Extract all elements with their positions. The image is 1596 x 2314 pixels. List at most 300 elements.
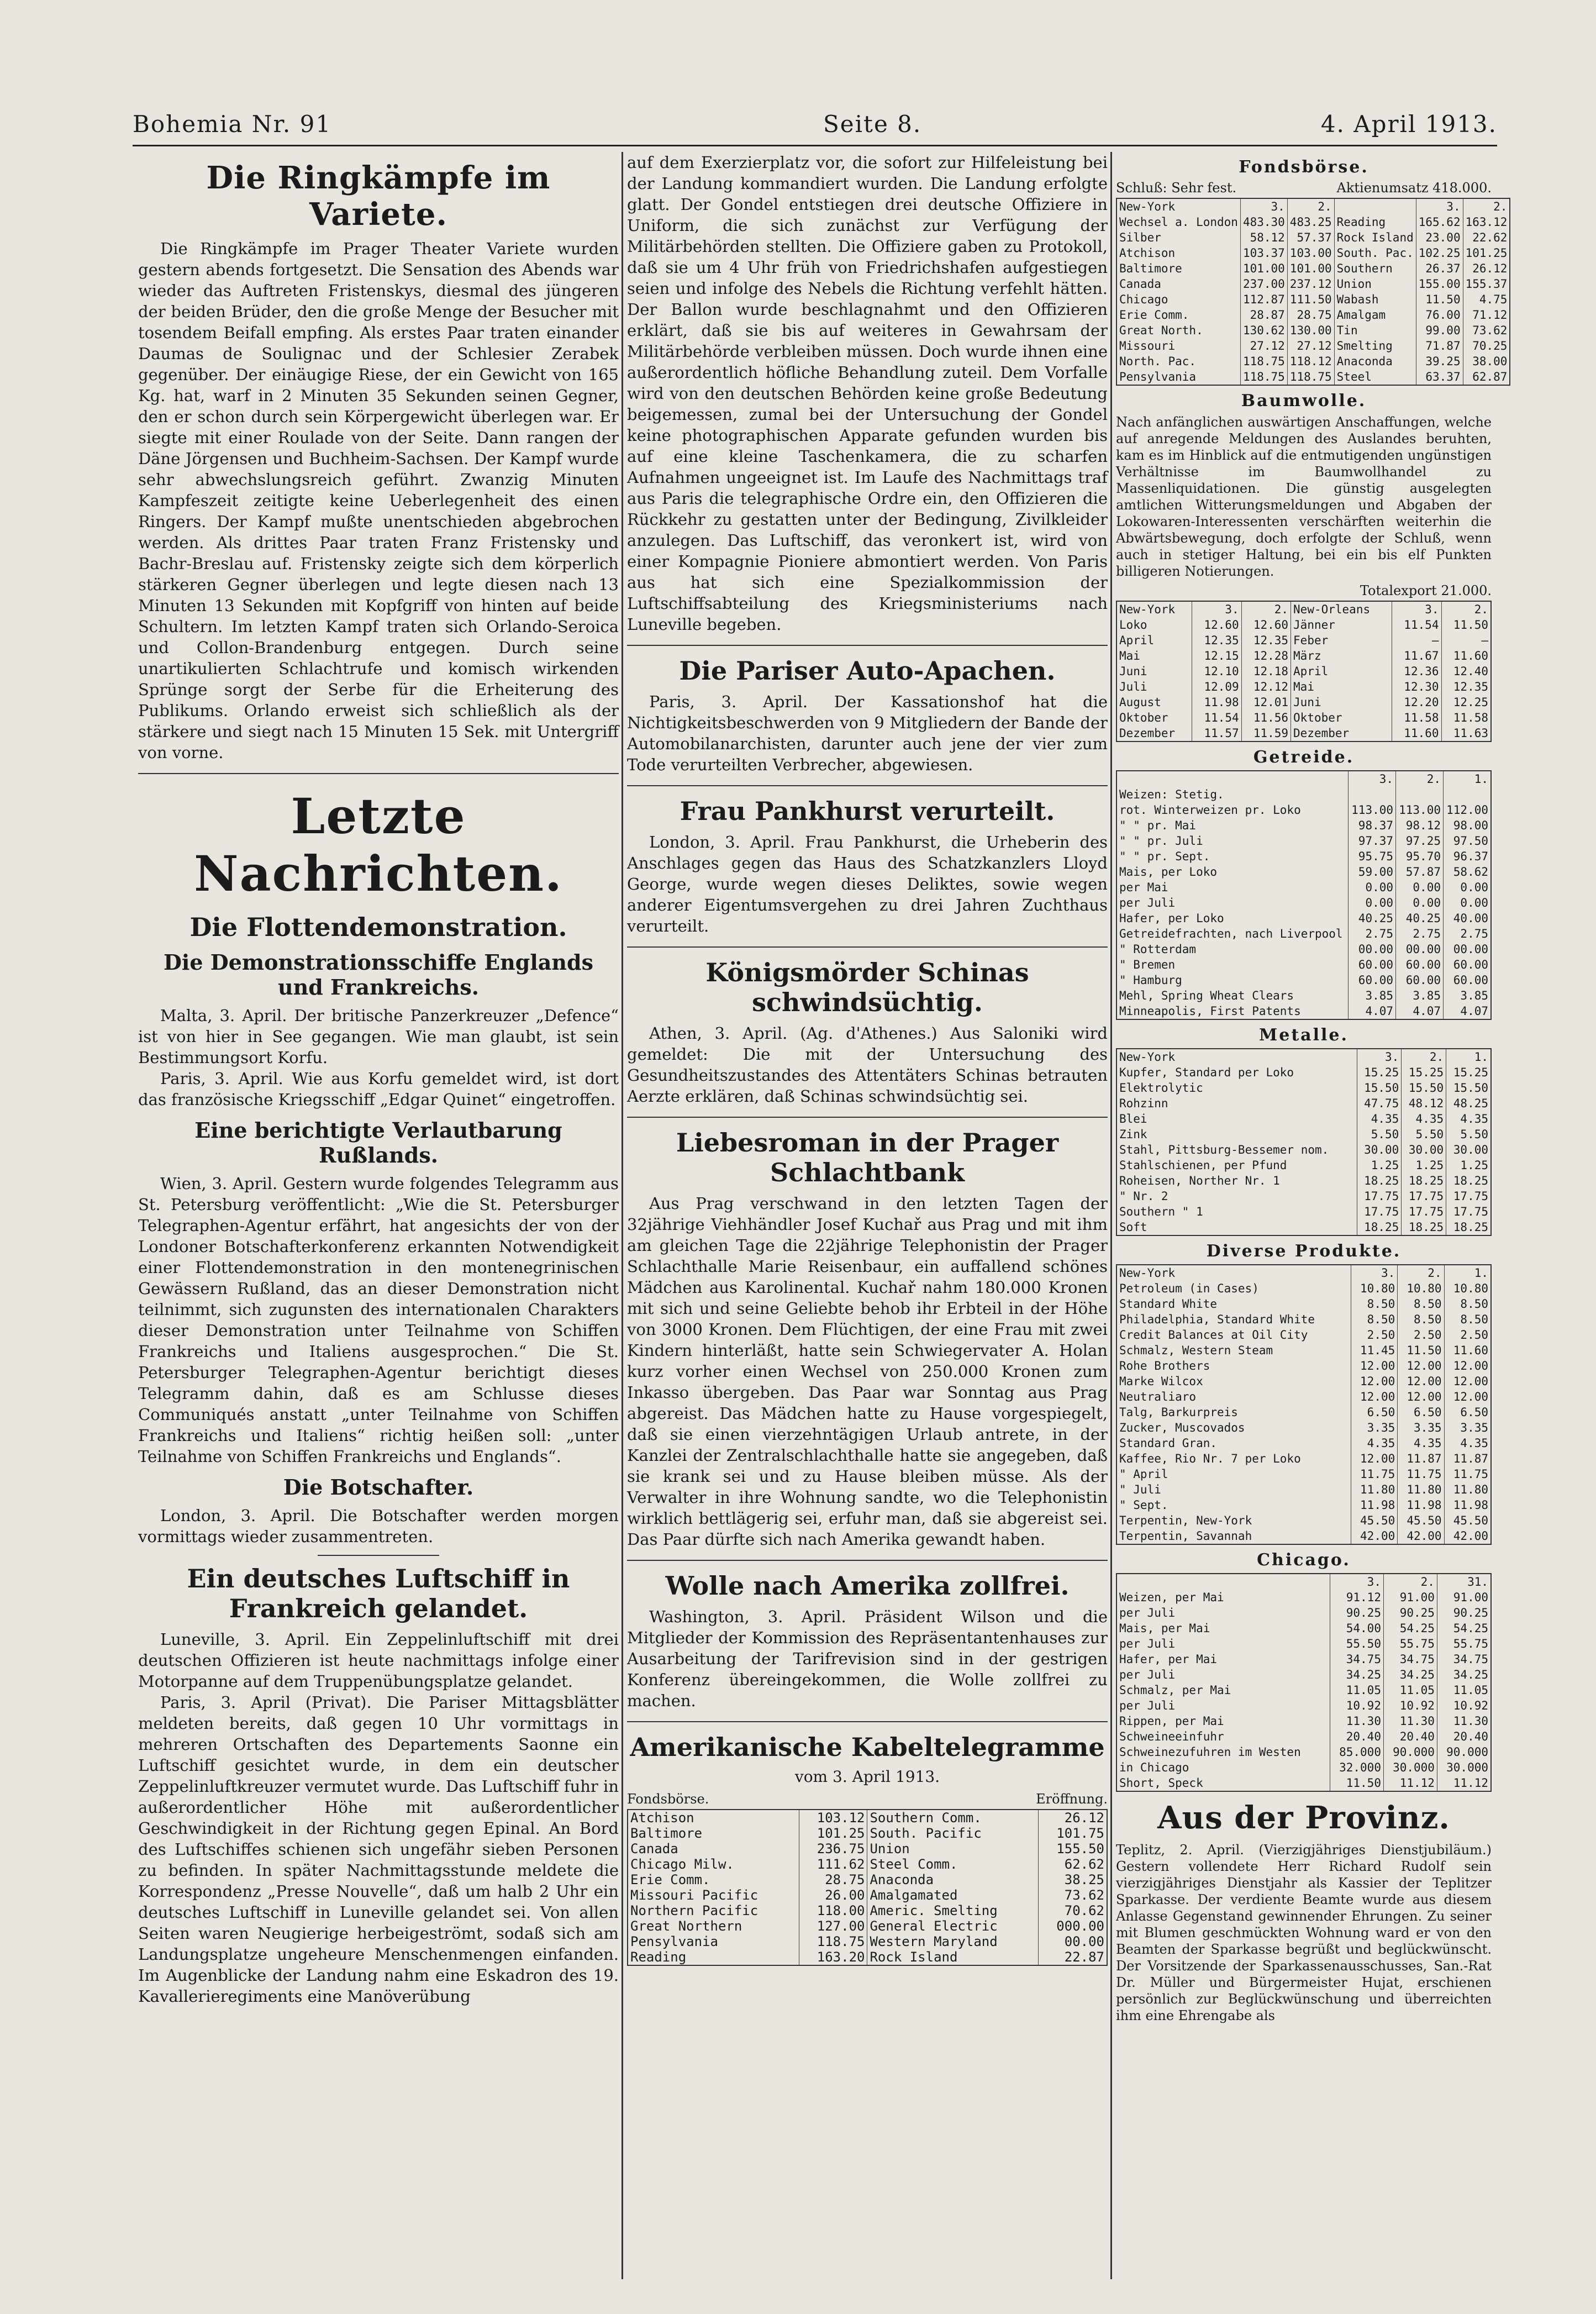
table-cell: 6.50: [1444, 1405, 1491, 1420]
table-row: [1116, 1003, 1491, 1019]
table-row: [628, 1857, 1107, 1872]
table-cell: 236.75: [799, 1841, 867, 1857]
table-cell: 11.05: [1330, 1682, 1384, 1698]
cables-left-label: Fondsbörse.: [627, 1791, 709, 1807]
table-cell: 112.00: [1443, 802, 1491, 818]
table-cell: Union: [867, 1841, 1039, 1857]
table-cell: 10.92: [1383, 1698, 1437, 1713]
table-cell: 62.87: [1463, 369, 1510, 385]
table-cell: Dezember: [1291, 725, 1392, 741]
table-cell: 18.25: [1402, 1219, 1446, 1235]
table-cell: 11.56: [1241, 710, 1291, 725]
table-cell: " Rotterdam: [1119, 943, 1197, 956]
table-cell: 26.00: [799, 1887, 867, 1903]
table-cell: 45.50: [1444, 1513, 1491, 1528]
article-body-correction: Wien, 3. April. Gestern wurde folgendes Telegramm aus St. Petersburg veröffentlicht: „Wie die St. Petersburger Telegraphen-Agentur erfährt, hat angesichts der von der Londoner Botschafterkonferenz erkannten Notwendigkeit einer Flottendemonstration in den montenegrinischen Gewässern Rußland, das an dieser Demonstration nicht teilnimmt, sich zugunsten des internationalen Charakters dieser Demonstration unter Teilnahme von Schiffen Frankreichs und Italiens ausgesprochen.“ Die St. Petersburger Telegraphen-Agentur berichtigt dieses Telegramm dahin, daß es am Schlusse dieses Communiqués anstatt „unter Teilnahme von Schiffen Frankreichs und Italiens“ richtig heißen soll: „unter Teilnahme von Schiffen Frankreichs und Englands“.: [138, 1174, 619, 1466]
table-cell: Missouri Pacific: [630, 1887, 759, 1903]
table-cell: 60.00: [1396, 972, 1444, 988]
article-body-pankhurst: London, 3. April. Frau Pankhurst, die Urheberin des Anschlages gegen das Haus des Schatzkanzlers Lloyd George, wurde wegen dieses Deliktes, sowie wegen anderer Eigentumsvergehen zu drei Jahren Zuchthaus verurteilt.: [627, 833, 1108, 935]
table-cell: 11.75: [1398, 1466, 1444, 1482]
table-cell: 28.75: [799, 1872, 867, 1887]
table-row: [1116, 679, 1491, 695]
table-cell: Talg, Barkurpreis: [1119, 1406, 1238, 1419]
table-cell: 12.01: [1241, 695, 1291, 710]
table-cell: 3.35: [1351, 1420, 1397, 1435]
table-cell: 15.25: [1446, 1065, 1491, 1080]
table-cell: 12.00: [1398, 1358, 1444, 1374]
section-title-cotton: Baumwolle.: [1241, 391, 1367, 411]
table-row: [1116, 1343, 1491, 1358]
table-row: [1116, 1158, 1491, 1173]
table-row: [1116, 1621, 1491, 1636]
table-row: [1116, 864, 1491, 880]
table-cell: Juni: [1291, 695, 1392, 710]
table-row: [1116, 338, 1510, 354]
table-cell: 5.50: [1402, 1127, 1446, 1142]
table-row: [1116, 725, 1491, 741]
table-cell: 12.25: [1441, 695, 1491, 710]
table-cell: Mais, per Mai: [1119, 1622, 1210, 1635]
table-row: [1116, 1713, 1491, 1729]
chicago-table: [1116, 1573, 1492, 1792]
table-cell: 11.45: [1351, 1343, 1397, 1358]
table-cell: 11.05: [1437, 1682, 1491, 1698]
table-row: [628, 1887, 1107, 1903]
table-cell: 18.25: [1446, 1173, 1491, 1188]
table-cell: 4.75: [1463, 292, 1510, 307]
divider: [627, 1560, 1108, 1561]
table-cell: Mai: [1291, 679, 1392, 695]
province-article: Teplitz, 2. April. (Vierzigjähriges Dienstjubiläum.) Gestern vollendete Herr Richard Rudolf sein vierzigjähriges Dienstjahr als Kassier der Teplitzer Sparkasse. Der verdiente Beamte wurde aus diesem Anlasse Gegenstand gewinnender Ehrungen. Zu seiner mit Blumen geschmückten Wohnung ward er von den Beamten der Sparkasse begrüßt und beglückwünscht. Der Vorsitzende der Sparkassenausschusses, San.-Rat Dr. Müller und Bürgermeister Hujat, erschienen persönlich zur Beglückwünschung und überreichten ihm eine Ehrengabe als: [1116, 1842, 1492, 2023]
table-cell: Terpentin, New-York: [1119, 1514, 1252, 1527]
table-cell: 97.25: [1396, 833, 1444, 849]
table-cell: 102.25: [1416, 245, 1463, 261]
table-cell: Rippen, per Mai: [1119, 1715, 1224, 1728]
table-cell: 12.40: [1441, 664, 1491, 679]
column-rule-1: [621, 152, 623, 2279]
table-cell: Union: [1334, 276, 1416, 292]
table-row: [1116, 307, 1510, 323]
table-cell: 11.98: [1444, 1497, 1491, 1513]
table-cell: 12.28: [1241, 648, 1291, 664]
table-cell: 11.54: [1192, 710, 1241, 725]
table-header: 2.: [1287, 198, 1334, 214]
table-cell: 11.30: [1437, 1713, 1491, 1729]
table-cell: " Juli: [1119, 1483, 1161, 1496]
table-cell: 30.000: [1383, 1760, 1437, 1775]
table-cell: 12.10: [1192, 664, 1241, 679]
table-cell: 118.75: [799, 1934, 867, 1949]
table-cell: 70.62: [1039, 1903, 1107, 1918]
table-cell: 0.00: [1396, 895, 1444, 911]
table-cell: Mais, per Loko: [1119, 865, 1218, 879]
table-cell: 12.60: [1192, 617, 1241, 633]
table-cell: 101.00: [1287, 261, 1334, 276]
table-cell: 42.00: [1398, 1528, 1444, 1544]
table-cell: Atchison: [1119, 246, 1176, 260]
table-cell: April: [1291, 664, 1392, 679]
table-row: [1116, 1420, 1491, 1435]
table-cell: " Bremen: [1119, 958, 1176, 971]
table-row: [1116, 957, 1491, 972]
table-cell: —: [1392, 633, 1441, 648]
table-header: 2.: [1398, 1265, 1444, 1281]
table-cell: Northern Pacific: [630, 1903, 759, 1918]
table-cell: 10.92: [1330, 1698, 1384, 1713]
table-row: [1116, 1142, 1491, 1158]
table-row: [1116, 1080, 1491, 1096]
table-cell: 4.35: [1444, 1435, 1491, 1451]
table-cell: 11.87: [1444, 1451, 1491, 1466]
table-cell: 3.35: [1398, 1420, 1444, 1435]
table-cell: 39.25: [1416, 354, 1463, 369]
table-header: New-York: [1119, 1266, 1176, 1280]
table-cell: 96.37: [1443, 849, 1491, 864]
table-cell: Oktober: [1119, 711, 1168, 724]
table-cell: 112.87: [1240, 292, 1287, 307]
table-cell: August: [1119, 696, 1161, 709]
table-cell: 15.50: [1402, 1080, 1446, 1096]
table-cell: 4.07: [1443, 1003, 1491, 1019]
table-row: [1116, 1466, 1491, 1482]
table-header: 2.: [1383, 1574, 1437, 1590]
table-row: [628, 1841, 1107, 1857]
table-header: 1.: [1444, 1265, 1491, 1281]
article-body-romance: Aus Prag verschwand in den letzten Tagen der 32jährige Viehhändler Josef Kuchař aus Prag und mit ihm am gleichen Tage die 22jährige Telephonistin der Prager Schlachthalle Marie Reisenbaur, ein auffallend schönes Mädchen aus Karolinental. Kuchař nahm 180.000 Kronen mit sich und seine Geliebte behob ihr Erbteil in der Höhe von 3000 Kronen. Dem Flüchtigen, der eine Frau mit zwei Kindern hinterläßt, hatte sein Schwiegervater A. Holan kurz vorher einen Wechsel von 250.000 Kronen zum Inkasso übergeben. Das Paar war Sonntag aus Prag abgereist. Das Mädchen hatte zu Hause vorgespiegelt, daß sie einen vierzehntägigen Urlaub antrete, in der Kanzlei der Zentralschlachthalle hatte sie angegeben, daß sie krank sei und zu Hause bleiben müsse. Als der Verwalter in ihre Wohnung sandte, wo die Telephonistin wirklich bettlägerig sei, erfuhr man, daß sie abgereist sei. Das Paar dürfte sich nach Amerika gewandt haben.: [627, 1194, 1108, 1549]
table-header: 2.: [1463, 198, 1510, 214]
divider: [627, 645, 1108, 646]
table-row: [628, 1918, 1107, 1934]
table-cell: Canada: [630, 1841, 678, 1857]
table-cell: Anaconda: [1334, 354, 1416, 369]
table-cell: 11.58: [1441, 710, 1491, 725]
table-cell: Jänner: [1291, 617, 1392, 633]
table-cell: Soft: [1119, 1221, 1147, 1234]
table-row: [1116, 1173, 1491, 1188]
table-cell: 98.12: [1396, 818, 1444, 833]
table-cell: 00.00: [1396, 942, 1444, 957]
table-cell: Wechsel a. London: [1119, 215, 1238, 229]
table-cell: " Sept.: [1119, 1498, 1168, 1512]
table-cell: " April: [1119, 1468, 1168, 1481]
table-row: [1116, 1327, 1491, 1343]
table-cell: 47.75: [1357, 1096, 1402, 1111]
table-cell: [1349, 787, 1396, 802]
table-cell: 130.62: [1240, 323, 1287, 338]
table-cell: 71.87: [1416, 338, 1463, 354]
article-body-ring: Die Ringkämpfe im Prager Theater Variete wurden gestern abends fortgesetzt. Die Sensation des Abends war wieder das Auftreten Fristenskys, diesmal des jüngeren der beiden Brüder, den die große Menge der Besucher mit tosendem Beifall empfing. Als erstes Paar traten einander Daumas de Soulignac und der Schlesier Zerabek gegenüber. Der einäugige Riese, der ein Gewicht von 165 Kg. hat, warf in 2 Minuten 35 Sekunden seinen Gegner, den er schon durch sein Körpergewicht überlegen war. Er siegte mit einer Roulade von der Seite. Dann rangen der Däne Jörgensen und Buchheim-Sachsen. Der Kampf wurde sehr abwechslungsreich geführt. Zwanzig Minuten Kampfeszeit zeitigte keine Ueberlegenheit des einen Ringers. Der Kampf mußte unentschieden abgebrochen werden. Als drittes Paar traten Franz Fristensky und Bachr-Breslau auf. Fristensky zeigte sich dem körperlich stärkeren Gegner überlegen und legte diesen nach 13 Minuten 13 Sekunden mit Kopfgriff von hinten auf beide Schultern. Im letzten Kampf traten sich Orlando-Seroica und Collon-Brandenburg entgegen. Durch seine unartikulierten Schlachtrufe und komisch wirkenden Sprünge sorgt der Serbe für die Erheiterung des Publikums. Orlando erweist sich schließlich als der stärkere und siegt nach 15 Minuten 15 Sek. mit Untergriff von vorne.: [138, 239, 619, 762]
table-header: 3.: [1330, 1574, 1384, 1590]
article-title-wool: Wolle nach Amerika zollfrei.: [665, 1571, 1070, 1601]
table-cell: 113.00: [1396, 802, 1444, 818]
article-title-airship: Ein deutsches Luftschiff in Frankreich gelandet.: [187, 1564, 570, 1623]
table-row: [1116, 1374, 1491, 1389]
table-cell: Wabash: [1334, 292, 1416, 307]
table-cell: 12.00: [1351, 1374, 1397, 1389]
table-cell: 48.25: [1446, 1096, 1491, 1111]
table-row: [1116, 648, 1491, 664]
table-cell: 111.50: [1287, 292, 1334, 307]
table-cell: 15.50: [1446, 1080, 1491, 1096]
table-row: [1116, 1188, 1491, 1204]
table-header: 1.: [1446, 1049, 1491, 1065]
table-row: [1116, 1204, 1491, 1219]
table-cell: per Juli: [1119, 1637, 1176, 1650]
table-cell: Reading: [630, 1949, 687, 1965]
table-cell: 90.000: [1437, 1744, 1491, 1760]
divider: [627, 1721, 1108, 1722]
table-cell: Stahl, Pittsburg-Bessemer nom.: [1119, 1143, 1329, 1156]
table-cell: Zink: [1119, 1128, 1147, 1141]
table-header: 3.: [1392, 601, 1441, 617]
table-row: [1116, 617, 1491, 633]
table-row: [1116, 818, 1491, 833]
table-cell: 70.25: [1463, 338, 1510, 354]
table-cell: 12.00: [1444, 1389, 1491, 1405]
table-cell: 60.00: [1396, 957, 1444, 972]
table-cell: 54.25: [1437, 1621, 1491, 1636]
table-cell: 42.00: [1351, 1528, 1397, 1544]
article-body-ambassadors: London, 3. April. Die Botschafter werden morgen vormittags wieder zusammentreten.: [138, 1506, 619, 1546]
table-cell: 155.50: [1039, 1841, 1107, 1857]
table-cell: 12.15: [1192, 648, 1241, 664]
table-row: [1116, 1667, 1491, 1682]
table-cell: Southern: [1334, 261, 1416, 276]
table-cell: per Mai: [1119, 881, 1168, 894]
stock-exchange-close: Schluß: Sehr fest.: [1116, 180, 1237, 196]
table-cell: 60.00: [1443, 972, 1491, 988]
table-cell: 17.75: [1357, 1188, 1402, 1204]
table-cell: 23.00: [1416, 230, 1463, 245]
table-row: [1116, 1435, 1491, 1451]
section-title-grain: Getreide.: [1253, 748, 1355, 767]
table-row: [1116, 1744, 1491, 1760]
table-cell: 3.85: [1443, 988, 1491, 1003]
cables-date: vom 3. April 1913.: [794, 1768, 940, 1786]
table-cell: 55.75: [1383, 1636, 1437, 1652]
table-cell: 28.87: [1240, 307, 1287, 323]
table-cell: 12.20: [1392, 695, 1441, 710]
table-cell: 54.00: [1330, 1621, 1384, 1636]
table-cell: 1.25: [1402, 1158, 1446, 1173]
section-title-cables: Amerikanische Kabeltelegramme: [630, 1732, 1105, 1762]
table-cell: 26.37: [1416, 261, 1463, 276]
cables-table: [627, 1809, 1108, 1966]
table-cell: 113.00: [1349, 802, 1396, 818]
table-row: [1116, 988, 1491, 1003]
table-cell: Reading: [1334, 214, 1416, 230]
table-cell: 00.00: [1039, 1934, 1107, 1949]
table-cell: Weizen: Stetig.: [1119, 788, 1224, 801]
table-cell: 12.36: [1392, 664, 1441, 679]
table-cell: 8.50: [1398, 1296, 1444, 1312]
table-cell: 11.50: [1416, 292, 1463, 307]
table-cell: 38.25: [1039, 1872, 1107, 1887]
table-cell: 000.00: [1039, 1918, 1107, 1934]
table-cell: Oktober: [1291, 710, 1392, 725]
table-cell: 118.75: [1240, 369, 1287, 385]
products-table: [1116, 1264, 1492, 1545]
table-cell: 101.25: [1463, 245, 1510, 261]
table-cell: Rohzinn: [1119, 1097, 1168, 1110]
table-row: [1116, 1405, 1491, 1420]
table-header: [1116, 771, 1349, 787]
table-row: [1116, 369, 1510, 385]
table-cell: Mehl, Spring Wheat Clears: [1119, 989, 1294, 1002]
table-row: [628, 1810, 1107, 1826]
table-cell: per Juli: [1119, 1699, 1176, 1712]
table-cell: Tin: [1334, 323, 1416, 338]
table-cell: 12.18: [1241, 664, 1291, 679]
table-cell: 26.12: [1039, 1810, 1107, 1826]
article-title-apaches: Die Pariser Auto-Apachen.: [679, 656, 1056, 686]
article-title-ring: Die Ringkämpfe im Variete.: [206, 160, 551, 233]
table-cell: 17.75: [1357, 1204, 1402, 1219]
table-cell: 4.35: [1398, 1435, 1444, 1451]
table-row: [1116, 1605, 1491, 1621]
table-cell: 11.98: [1351, 1497, 1397, 1513]
table-header: 2.: [1396, 771, 1444, 787]
column-3: [1116, 152, 1508, 2279]
table-cell: 45.50: [1398, 1513, 1444, 1528]
table-cell: 00.00: [1349, 942, 1396, 957]
table-cell: 11.98: [1398, 1497, 1444, 1513]
table-cell: 58.12: [1240, 230, 1287, 245]
table-cell: 30.00: [1446, 1142, 1491, 1158]
table-cell: 57.37: [1287, 230, 1334, 245]
table-cell: Kupfer, Standard per Loko: [1119, 1066, 1294, 1079]
table-row: [1116, 230, 1510, 245]
table-cell: 11.30: [1330, 1713, 1384, 1729]
table-cell: 17.75: [1446, 1188, 1491, 1204]
table-cell: 10.92: [1437, 1698, 1491, 1713]
table-row: [628, 1872, 1107, 1887]
table-cell: 101.75: [1039, 1826, 1107, 1841]
table-cell: South. Pac.: [1334, 245, 1416, 261]
table-cell: 55.75: [1437, 1636, 1491, 1652]
table-cell: Petroleum (in Cases): [1119, 1282, 1259, 1295]
table-header: New-Orleans: [1291, 601, 1392, 617]
table-cell: Weizen, per Mai: [1119, 1591, 1224, 1604]
article-title-schinas: Königsmörder Schinas schwindsüchtig.: [705, 958, 1029, 1017]
table-cell: 103.37: [1240, 245, 1287, 261]
table-cell: 103.12: [799, 1810, 867, 1826]
table-cell: 97.37: [1349, 833, 1396, 849]
article-body-fleet-1: Malta, 3. April. Der britische Panzerkreuzer „Defence“ ist von hier in See gegangen. Wie man glaubt, ist sein Bestimmungsort Korfu.: [138, 1006, 619, 1067]
table-cell: 11.80: [1444, 1482, 1491, 1497]
table-cell: 118.75: [1287, 369, 1334, 385]
section-title-stock-exchange: Fondsbörse.: [1239, 157, 1369, 177]
table-cell: 73.62: [1463, 323, 1510, 338]
table-cell: 4.35: [1446, 1111, 1491, 1127]
cotton-total-export: Totalexport 21.000.: [1360, 583, 1492, 598]
table-cell: 76.00: [1416, 307, 1463, 323]
article-title-fleet: Die Flottendemonstration.: [189, 912, 567, 942]
table-row: [1116, 1760, 1491, 1775]
table-cell: Roheisen, Norther Nr. 1: [1119, 1174, 1280, 1187]
column-rule-2: [1110, 152, 1112, 2279]
table-row: [1116, 1590, 1491, 1605]
table-cell: 8.50: [1398, 1312, 1444, 1327]
article-body-airship-2: Paris, 3. April (Privat). Die Pariser Mittagsblätter meldeten bereits, daß gegen 10 Uhr vormittags in mehreren Ortschaften des Departements Saonne ein Luftschiff gesichtet wurde, in dem ein deutscher Zeppelinluftkreuzer vermutet wurde. Das Luftschiff fuhr in außerordentlicher Höhe mit außerordentlicher Geschwindigkeit in der Richtung gegen Epinal. An Bord des Luftschiffes schienen sich ungefähr sieben Personen zu befinden. In später Nachmittagsstunde meldete die Korrespondenz „Presse Nouvelle“, daß um halb 2 Uhr ein deutsches Luftschiff in Luneville gelandet sei. Von allen Seiten waren Neugierige herbeigeströmt, sodaß sich am Landungsplatze ungeheure Menschenmengen einfanden. Im Augenblicke der Landung nahm eine Eskadron des 19. Kavallerieregiments eine Manöverübung: [138, 1693, 619, 2006]
table-cell: 2.50: [1444, 1327, 1491, 1343]
table-cell: per Juli: [1119, 896, 1176, 909]
table-cell: 57.87: [1396, 864, 1444, 880]
table-cell: Juli: [1119, 680, 1147, 693]
table-cell: 237.12: [1287, 276, 1334, 292]
table-cell: 11.50: [1330, 1775, 1384, 1791]
article-body-fleet-2: Paris, 3. April. Wie aus Korfu gemeldet wird, ist dort das französische Kriegsschiff „Edgar Quinet“ eingetroffen.: [138, 1069, 619, 1109]
table-row: [1116, 214, 1510, 230]
table-cell: 22.62: [1463, 230, 1510, 245]
table-cell: 60.00: [1443, 957, 1491, 972]
table-cell: 1.25: [1357, 1158, 1402, 1173]
table-row: [1116, 245, 1510, 261]
table-cell: Standard White: [1119, 1297, 1218, 1311]
table-cell: 1.25: [1446, 1158, 1491, 1173]
section-title-metals: Metalle.: [1259, 1025, 1349, 1045]
table-cell: 0.00: [1349, 895, 1396, 911]
table-cell: Canada: [1119, 277, 1161, 291]
table-cell: 18.25: [1357, 1219, 1402, 1235]
table-cell: Rohe Brothers: [1119, 1359, 1210, 1372]
table-cell: Terpentin, Savannah: [1119, 1529, 1252, 1543]
table-row: [1116, 1281, 1491, 1296]
table-row: [1116, 710, 1491, 725]
table-cell: Standard Gran.: [1119, 1437, 1218, 1450]
table-cell: " Nr. 2: [1119, 1190, 1168, 1203]
table-cell: 155.00: [1416, 276, 1463, 292]
table-cell: April: [1119, 634, 1155, 647]
table-cell: 8.50: [1351, 1312, 1397, 1327]
table-cell: 2.50: [1351, 1327, 1397, 1343]
table-cell: 0.00: [1443, 880, 1491, 895]
table-cell: 34.75: [1437, 1652, 1491, 1667]
table-cell: Erie Comm.: [630, 1872, 710, 1887]
table-cell: 40.00: [1443, 911, 1491, 926]
table-cell: 4.35: [1402, 1111, 1446, 1127]
table-cell: 2.75: [1349, 926, 1396, 942]
table-header: 31.: [1437, 1574, 1491, 1590]
table-cell: 130.00: [1287, 323, 1334, 338]
table-header: [1334, 198, 1416, 214]
table-header: 3.: [1351, 1265, 1397, 1281]
table-cell: 237.00: [1240, 276, 1287, 292]
table-cell: 38.00: [1463, 354, 1510, 369]
table-row: [1116, 972, 1491, 988]
table-cell: 85.000: [1330, 1744, 1384, 1760]
table-cell: 40.25: [1396, 911, 1444, 926]
table-cell: Pensylvania: [630, 1934, 718, 1949]
table-row: [1116, 1451, 1491, 1466]
table-cell: 20.40: [1383, 1729, 1437, 1744]
table-cell: 165.62: [1416, 214, 1463, 230]
table-row: [1116, 1312, 1491, 1327]
table-cell: Baltimore: [630, 1826, 703, 1841]
divider: [627, 785, 1108, 786]
table-cell: 11.12: [1383, 1775, 1437, 1791]
table-row: [628, 1934, 1107, 1949]
table-row: [1116, 942, 1491, 957]
table-cell: 6.50: [1398, 1405, 1444, 1420]
table-cell: 11.75: [1351, 1466, 1397, 1482]
table-cell: 8.50: [1351, 1296, 1397, 1312]
table-row: [1116, 1482, 1491, 1497]
table-row: [1116, 1682, 1491, 1698]
table-cell: 95.70: [1396, 849, 1444, 864]
table-cell: 15.25: [1402, 1065, 1446, 1080]
table-cell: Southern " 1: [1119, 1205, 1203, 1218]
